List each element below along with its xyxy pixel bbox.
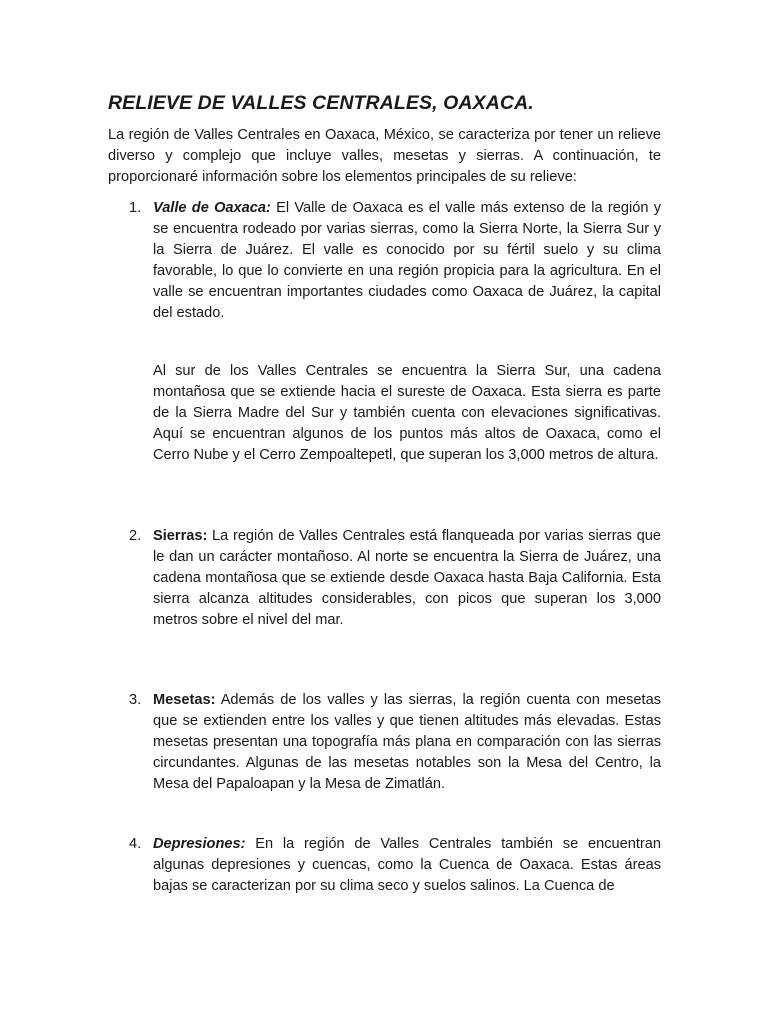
list-item-text bbox=[153, 526, 661, 631]
list-item-heading: Mesetas: bbox=[153, 692, 216, 708]
list-item-text bbox=[153, 198, 661, 324]
list-item-body: En la región de Valles Centrales también se encuentran algunas depresiones y cuencas, como la Cuenca de Oaxaca. Estas áreas bajas se caracterizan por su clima seco y suelos salinos. La Cuenca de bbox=[153, 836, 661, 894]
list-number: 3. bbox=[129, 692, 142, 708]
list-item-heading: Sierras: bbox=[153, 528, 208, 544]
list-item-body: El Valle de Oaxaca es el valle más extenso de la región y se encuentra rodeado por varias sierras, como la Sierra Norte, la Sierra Sur y la Sierra de Juárez. El valle es conocido por su fértil suelo y su clima favorable, lo que lo convierte en una región propicia para la agricultura. En el valle se encuentran importantes ciudades como Oaxaca de Juárez, la capital del estado. bbox=[153, 200, 661, 321]
list-item-mesetas bbox=[108, 690, 661, 795]
list-number: 4. bbox=[129, 836, 142, 852]
list-number: 1. bbox=[129, 200, 142, 216]
list-item-sierras bbox=[108, 526, 661, 631]
list-item-body: La región de Valles Centrales está flanqueada por varias sierras que le dan un carácter montañoso. Al norte se encuentra la Sierra de Juárez, una cadena montañosa que se extiende desde Oaxaca hasta Baja California. Esta sierra alcanza altitudes considerables, con picos que superan los 3,000 metros sobre el nivel del mar. bbox=[153, 528, 661, 628]
sierra-sur-paragraph: Al sur de los Valles Centrales se encuentra la Sierra Sur, una cadena montañosa que se extiende hacia el sureste de Oaxaca. Esta sierra es parte de la Sierra Madre del Sur y también cuenta con elevaciones significativas. Aquí se encuentran algunos de los puntos más altos de Oaxaca, como el Cerro Nube y el Cerro Zempoaltepetl, que superan los 3,000 metros de altura. bbox=[153, 363, 661, 463]
list-item-text bbox=[153, 690, 661, 795]
list-item-heading: Depresiones: bbox=[153, 836, 246, 852]
intro-paragraph: La región de Valles Centrales en Oaxaca, México, se caracteriza por tener un relieve diverso y complejo que incluye valles, mesetas y sierras. A continuación, te proporcionaré información sobre los elementos principales de su relieve: bbox=[108, 127, 661, 185]
list-item-text bbox=[153, 834, 661, 897]
list-number: 2. bbox=[129, 528, 142, 544]
list-item-heading: Valle de Oaxaca: bbox=[153, 200, 271, 216]
document-title: RELIEVE DE VALLES CENTRALES, OAXACA. bbox=[108, 92, 534, 114]
list-item-body: Además de los valles y las sierras, la región cuenta con mesetas que se extienden entre los valles y que tienen altitudes más elevadas. Estas mesetas presentan una topografía más plana en comparación con las sierras circundantes. Algunas de las mesetas notables son la Mesa del Centro, la Mesa del Papaloapan y la Mesa de Zimatlán. bbox=[153, 692, 661, 792]
list-item-depresiones bbox=[108, 834, 661, 897]
list-item-valle-de-oaxaca bbox=[108, 198, 661, 463]
